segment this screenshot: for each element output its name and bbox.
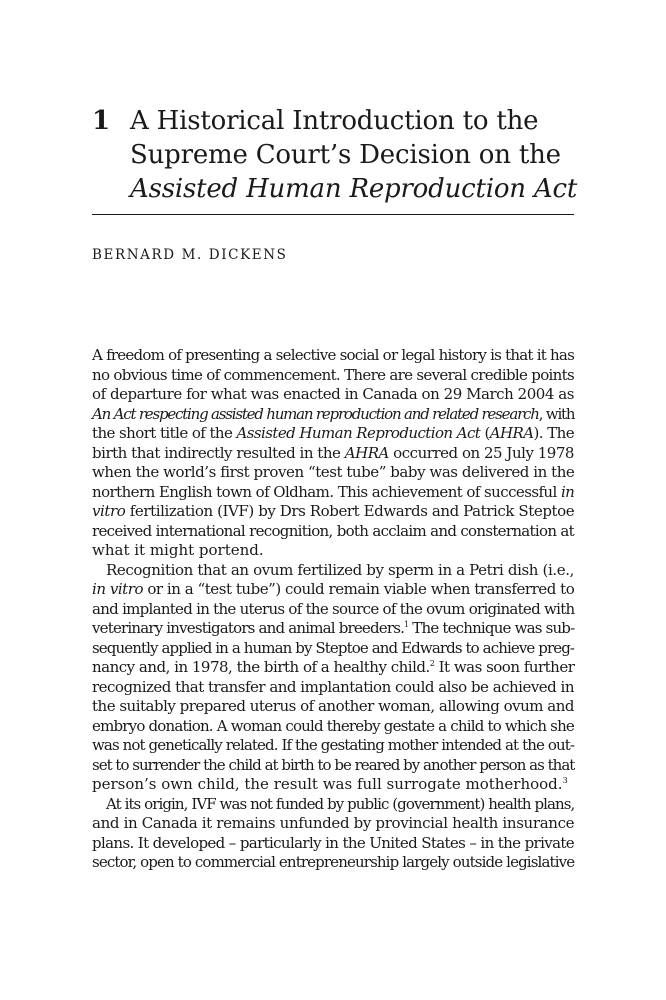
- paragraph-3-line: At its origin, IVF was not funded by public (government) health plans,: [106, 794, 575, 813]
- paragraph-2-line: in vitro or in a “test tube”) could remain viable when transferred to: [92, 580, 575, 598]
- paragraph-2-line: was not genetically related. If the gestating mother intended at the out-: [92, 736, 574, 754]
- author-name: BERNARD M. DICKENS: [92, 247, 288, 263]
- paragraph-2-line: the suitably prepared uterus of another woman, allowing ovum and: [92, 697, 574, 715]
- paragraph-3-line: plans. It developed – particularly in the United States – in the private: [92, 833, 574, 852]
- chapter-title: [130, 104, 577, 206]
- footnote-marker[interactable]: 1: [404, 620, 409, 629]
- paragraph-1-line: A freedom of presenting a selective social or legal history is that it has: [92, 346, 574, 364]
- chapter-title-line-1: A Historical Introduction to the: [130, 106, 539, 136]
- paragraph-2-line: embryo donation. A woman could thereby gestate a child to which she: [92, 716, 574, 735]
- body-text: [92, 346, 574, 873]
- title-rule: [92, 214, 574, 215]
- paragraph-3-line: sector, open to commercial entrepreneurship largely outside legislative: [92, 853, 575, 871]
- paragraph-2-line: nancy and, in 1978, the birth of a healthy child.$^2$ It was soon further: [92, 658, 575, 676]
- paragraph-1-line: received international recognition, both acclaim and consternation at: [92, 521, 574, 540]
- paragraph-1-line: birth that indirectly resulted in the AHRA occurred on 25 July 1978: [92, 443, 574, 462]
- paragraph-1-line: vitro fertilization (IVF) by Drs Robert Edwards and Patrick Steptoe: [92, 502, 575, 520]
- chapter-title-line-3: Assisted Human Reproduction Act: [130, 174, 578, 204]
- paragraph-1-line: no obvious time of commencement. There are several credible points: [92, 365, 575, 384]
- paragraph-1-line: what it might portend.: [92, 541, 264, 559]
- paragraph-2-line: veterinary investigators and animal breeders.$^1$ The technique was sub-: [92, 619, 575, 637]
- paragraph-1-line: An Act respecting assisted human reproduction and related research, with: [92, 404, 575, 423]
- paragraph-3-line: and in Canada it remains unfunded by provincial health insurance: [92, 814, 575, 832]
- footnote-marker[interactable]: 2: [429, 659, 435, 668]
- paragraph-1-line: when the world’s first proven “test tube” baby was delivered in the: [92, 463, 575, 481]
- paragraph-2-line: Recognition that an ovum fertilized by sperm in a Petri dish (i.e.,: [106, 560, 574, 579]
- paragraph-2-line: recognized that transfer and implantation could also be achieved in: [92, 677, 574, 696]
- paragraph-2-line: and implanted in the uterus of the source of the ovum originated with: [92, 599, 575, 618]
- paragraph-1-line: of departure for what was enacted in Canada on 29 March 2004 as: [92, 385, 574, 403]
- footnote-marker[interactable]: 3: [562, 776, 568, 785]
- paragraph-2-line: set to surrender the child at birth to be reared by another person as that: [92, 755, 575, 774]
- paragraph-2-line: person’s own child, the result was full surrogate motherhood.$^3$: [92, 775, 568, 793]
- chapter-title-line-2: Supreme Court’s Decision on the: [130, 140, 561, 170]
- chapter-number: 1: [92, 106, 111, 136]
- paragraph-1-line: northern English town of Oldham. This achievement of successful in: [92, 482, 575, 501]
- paragraph-2-line: sequently applied in a human by Steptoe and Edwards to achieve preg-: [92, 638, 575, 657]
- paragraph-1-line: the short title of the Assisted Human Reproduction Act (AHRA). The: [92, 424, 575, 442]
